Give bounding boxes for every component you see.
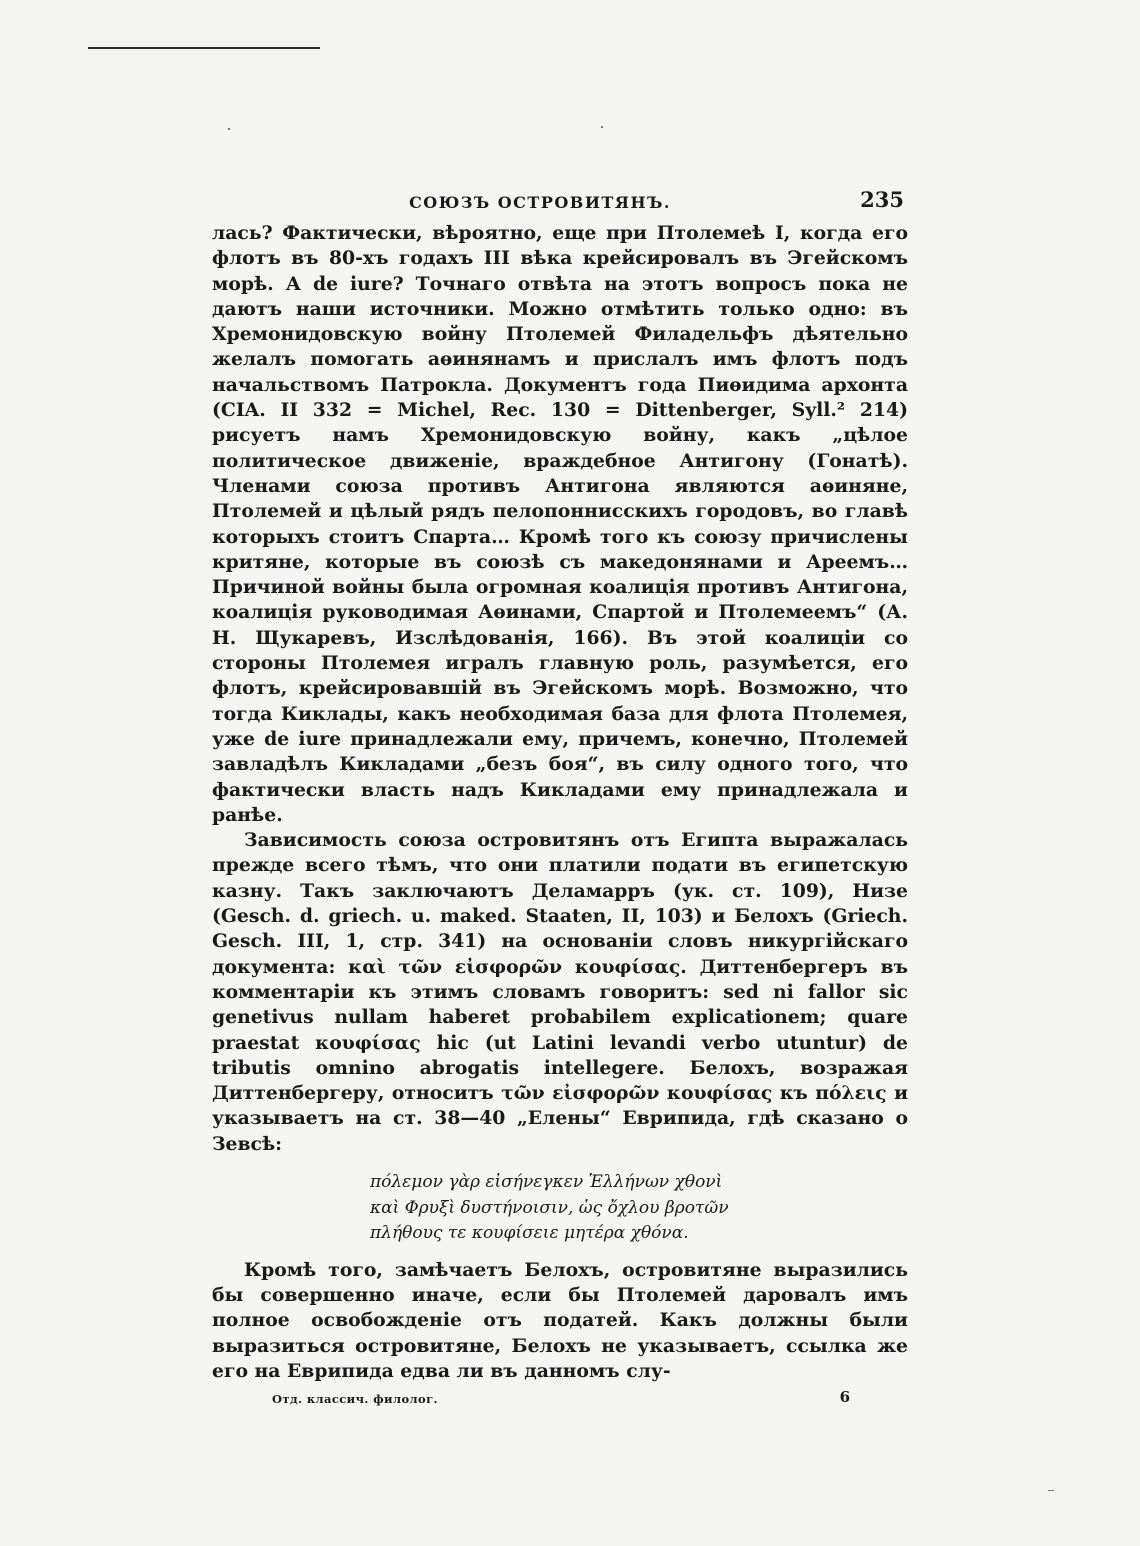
verse-line: πλήθους τε κουφίσειε μητέρα χθόνα.: [370, 1223, 689, 1244]
footer-signature: Отд. классич. филолог.: [272, 1392, 438, 1407]
verse-quotation: [370, 1170, 908, 1247]
verse-line: καὶ Φρυξὶ δυστήνοισιν, ὡς ὄχλου βροτῶν: [370, 1197, 729, 1218]
page-footer: [212, 1386, 908, 1414]
scan-speck: [601, 126, 603, 128]
scan-edge-rule: [88, 47, 320, 49]
body-paragraph-2: Зависимость союза островитянъ отъ Египта выражалась прежде всего тѣмъ, что они платили подати въ египетскую казну. Такъ заключаютъ Деламарръ (ук. ст. 109), Низе (Gesch. d. griech. u. maked. Staaten, II, 103) и Белохъ (Griech. Gesch. III, 1, стр. 341) на основаніи словъ никургійскаго документа: καὶ τῶν εἰσφορῶν κουφίσας. Диттенбергеръ въ комментаріи къ этимъ словамъ говоритъ: sed ni fallor sic genetivus nullam haberet probabilem explicationem; quare praestat κουφίσας hic (ut Latini levandi verbo utuntur) de tributis omnino abrogatis intellegere. Белохъ, возражая Диттенбергеру, относитъ τῶν εἰσφορῶν κουφίσας къ πόλεις и указываетъ на ст. 38—40 „Елены“ Еврипида, гдѣ сказано о Зевсѣ:: [212, 829, 908, 1155]
running-title: СОЮЗЪ ОСТРОВИТЯНЪ.: [409, 193, 671, 212]
page-number: 235: [860, 187, 904, 212]
scan-speck: [228, 128, 230, 130]
footer-sheet-number: 6: [839, 1388, 850, 1407]
scan-speck: [1048, 1490, 1054, 1491]
running-head: [212, 185, 908, 221]
body-paragraph-1: лась? Фактически, вѣроятно, еще при Птолемеѣ I, когда его флотъ въ 80-хъ годахъ III вѣка крейсировалъ въ Эгейскомъ морѣ. А de iure? Точнаго отвѣта на этотъ вопросъ пока не даютъ наши источники. Можно отмѣтить только одно: въ Хремонидовскую войну Птолемей Филадельфъ дѣятельно желалъ помогать аѳинянамъ и прислалъ имъ флотъ подъ начальствомъ Патрокла. Документъ года Пиѳидима архонта (CIA. II 332 = Michel, Rec. 130 = Dittenberger, Syll.² 214) рисуетъ намъ Хремонидовскую войну, какъ „цѣлое политическое движеніе, враждебное Антигону (Гонатѣ). Членами союза противъ Антигона являются аѳиняне, Птолемей и цѣлый рядъ пелопоннисскихъ городовъ, во главѣ которыхъ стоитъ Спарта… Кромѣ того къ союзу причислены критяне, которые въ союзѣ съ македонянами и Ареемъ… Причиной войны была огромная коалиція противъ Антигона, коалиція руководимая Аѳинами, Спартой и Птолемеемъ“ (А. Н. Щукаревъ, Изслѣдованія, 166). Въ этой коалиціи со стороны Птолемея игралъ главную роль, разумѣется, его флотъ, крейсировавшій въ Эгейскомъ морѣ. Возможно, что тогда Киклады, какъ необходимая база для флота Птолемея, уже de iure принадлежали ему, причемъ, конечно, Птолемей завладѣлъ Кикладами „безъ боя“, въ силу одного того, что фактически власть надъ Кикладами ему принадлежала и ранѣе.: [212, 222, 908, 826]
book-page: [212, 185, 908, 1414]
verse-line: πόλεμον γὰρ εἰσήνεγκεν Ἑλλήνων χθονὶ: [370, 1171, 723, 1192]
body-paragraph-3: Кромѣ того, замѣчаетъ Белохъ, островитяне выразились бы совершенно иначе, если бы Птолемей даровалъ имъ полное освобожденіе отъ податей. Какъ должны были выразиться островитяне, Белохъ не указываетъ, ссылка же его на Еврипида едва ли въ данномъ слу-: [212, 1258, 908, 1382]
